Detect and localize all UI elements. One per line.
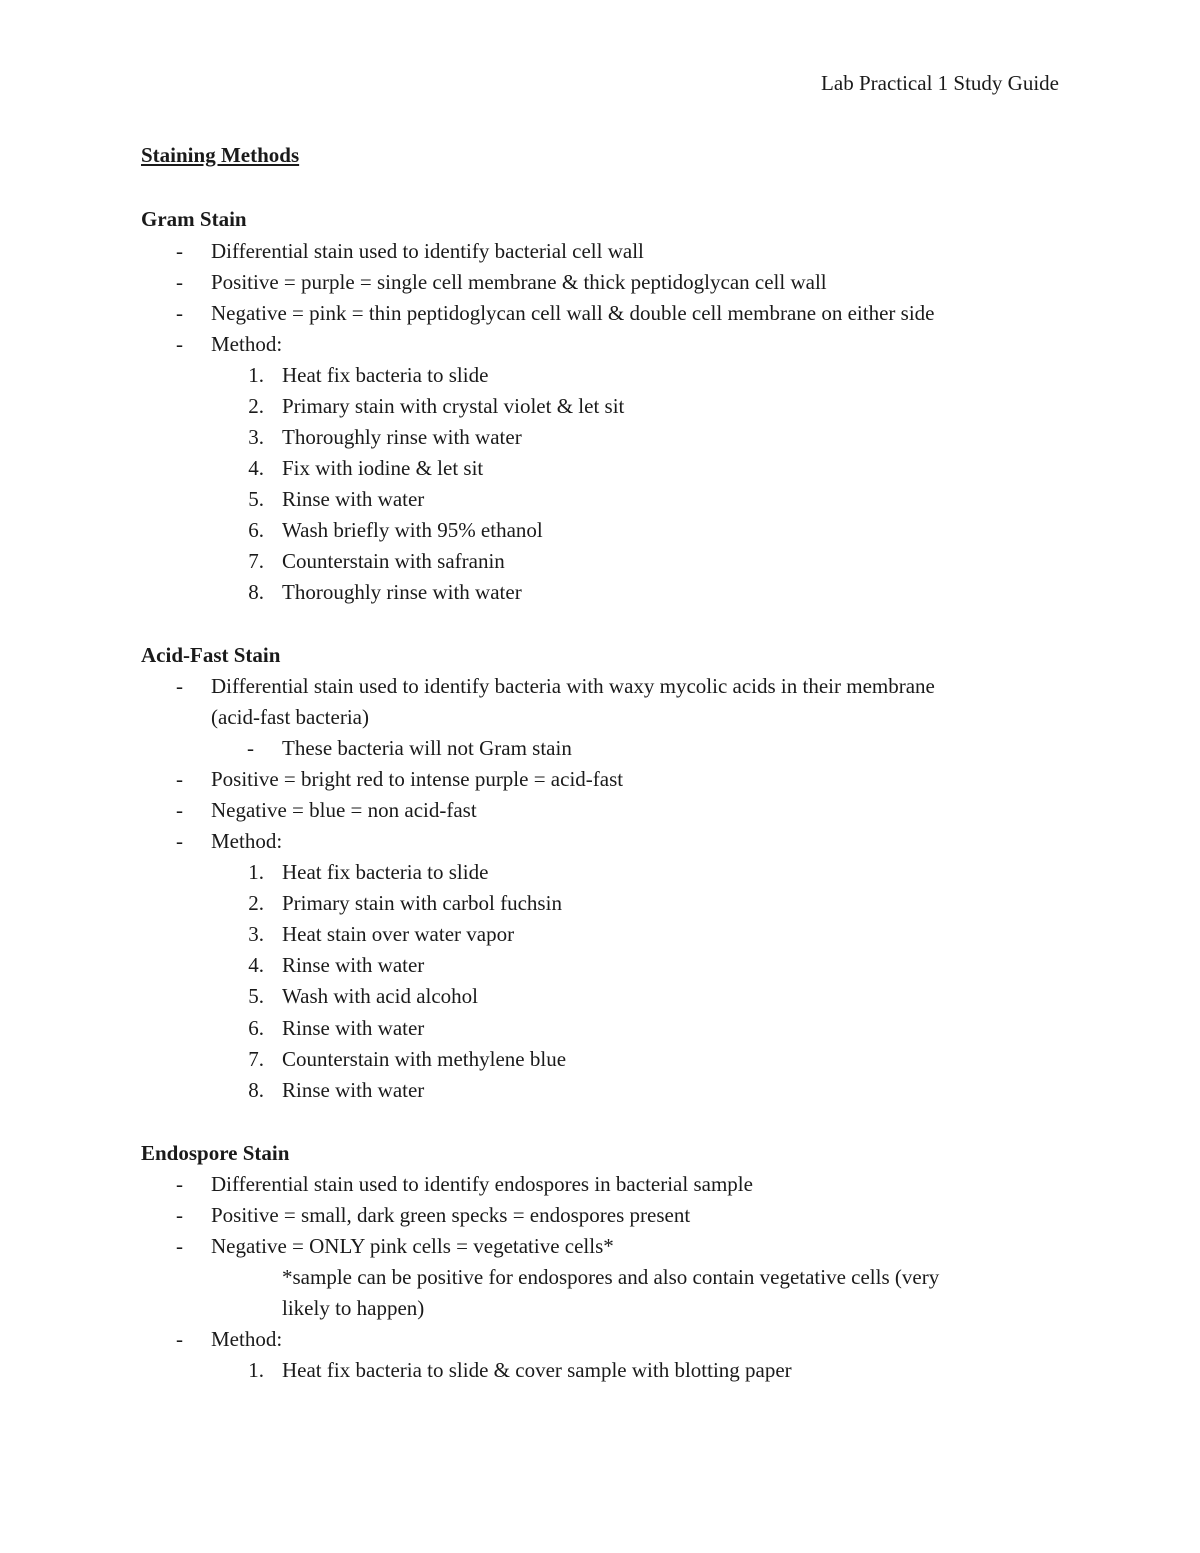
bullet-text: Positive = purple = single cell membrane & thick peptidoglycan cell wall bbox=[211, 270, 827, 294]
step-text: Wash with acid alcohol bbox=[282, 984, 479, 1008]
bullet-text: Negative = ONLY pink cells = vegetative cells* bbox=[211, 1234, 614, 1258]
bullet-dash: - bbox=[176, 239, 183, 263]
bullet-text: Method: bbox=[211, 332, 283, 356]
bullet-text: Negative = blue = non acid-fast bbox=[211, 798, 477, 822]
step-text: Wash briefly with 95% ethanol bbox=[282, 518, 543, 542]
step-text: Fix with iodine & let sit bbox=[282, 456, 484, 480]
bullet-dash: - bbox=[176, 798, 183, 822]
bullet-dash: - bbox=[176, 767, 183, 791]
step-number: 6. bbox=[248, 518, 264, 542]
step-number: 4. bbox=[248, 953, 264, 977]
footnote-text-continuation: likely to happen) bbox=[282, 1296, 425, 1320]
bullet-dash: - bbox=[176, 270, 183, 294]
step-number: 3. bbox=[248, 425, 264, 449]
step-text: Rinse with water bbox=[282, 487, 425, 511]
section-heading-acid-fast-stain: Acid-Fast Stain bbox=[141, 643, 281, 667]
section-heading-endospore-stain: Endospore Stain bbox=[141, 1141, 290, 1165]
step-text: Counterstain with methylene blue bbox=[282, 1047, 567, 1071]
step-number: 6. bbox=[248, 1016, 264, 1040]
step-text: Rinse with water bbox=[282, 1016, 425, 1040]
step-text: Heat fix bacteria to slide bbox=[282, 363, 489, 387]
bullet-text: Positive = bright red to intense purple = acid-fast bbox=[211, 767, 624, 791]
step-number: 1. bbox=[248, 1358, 264, 1382]
page-title: Staining Methods bbox=[141, 143, 300, 167]
step-number: 8. bbox=[248, 1078, 264, 1102]
step-text: Rinse with water bbox=[282, 1078, 425, 1102]
bullet-text: Differential stain used to identify endospores in bacterial sample bbox=[211, 1172, 753, 1196]
bullet-text: Differential stain used to identify bacterial cell wall bbox=[211, 239, 644, 263]
bullet-dash: - bbox=[176, 1172, 183, 1196]
step-number: 1. bbox=[248, 860, 264, 884]
step-text: Counterstain with safranin bbox=[282, 549, 505, 573]
step-text: Heat fix bacteria to slide bbox=[282, 860, 489, 884]
bullet-text: Method: bbox=[211, 1327, 283, 1351]
bullet-dash: - bbox=[176, 332, 183, 356]
step-number: 2. bbox=[248, 394, 264, 418]
step-text: Heat stain over water vapor bbox=[282, 922, 515, 946]
bullet-text: Differential stain used to identify bacteria with waxy mycolic acids in their membrane bbox=[211, 674, 935, 698]
step-number: 7. bbox=[248, 1047, 264, 1071]
bullet-dash: - bbox=[176, 1327, 183, 1351]
bullet-text: Method: bbox=[211, 829, 283, 853]
bullet-dash: - bbox=[176, 829, 183, 853]
page-header: Lab Practical 1 Study Guide bbox=[821, 71, 1059, 95]
step-number: 1. bbox=[248, 363, 264, 387]
step-text: Primary stain with carbol fuchsin bbox=[282, 891, 562, 915]
bullet-dash: - bbox=[176, 1203, 183, 1227]
bullet-dash: - bbox=[247, 736, 254, 760]
bullet-text: Positive = small, dark green specks = endospores present bbox=[211, 1203, 691, 1227]
step-text: Thoroughly rinse with water bbox=[282, 580, 522, 604]
footnote-text: *sample can be positive for endospores and also contain vegetative cells (very bbox=[282, 1265, 940, 1289]
step-number: 4. bbox=[248, 456, 264, 480]
bullet-dash: - bbox=[176, 674, 183, 698]
step-number: 3. bbox=[248, 922, 264, 946]
bullet-text-continuation: (acid-fast bacteria) bbox=[211, 705, 369, 729]
step-number: 5. bbox=[248, 984, 264, 1008]
bullet-dash: - bbox=[176, 301, 183, 325]
step-text: Thoroughly rinse with water bbox=[282, 425, 522, 449]
step-text: Heat fix bacteria to slide & cover sample with blotting paper bbox=[282, 1358, 792, 1382]
bullet-text: Negative = pink = thin peptidoglycan cell wall & double cell membrane on either side bbox=[211, 301, 935, 325]
bullet-dash: - bbox=[176, 1234, 183, 1258]
step-text: Rinse with water bbox=[282, 953, 425, 977]
sub-bullet-text: These bacteria will not Gram stain bbox=[282, 736, 572, 760]
step-number: 2. bbox=[248, 891, 264, 915]
step-number: 8. bbox=[248, 580, 264, 604]
step-text: Primary stain with crystal violet & let sit bbox=[282, 394, 625, 418]
section-heading-gram-stain: Gram Stain bbox=[141, 207, 247, 231]
step-number: 7. bbox=[248, 549, 264, 573]
step-number: 5. bbox=[248, 487, 264, 511]
